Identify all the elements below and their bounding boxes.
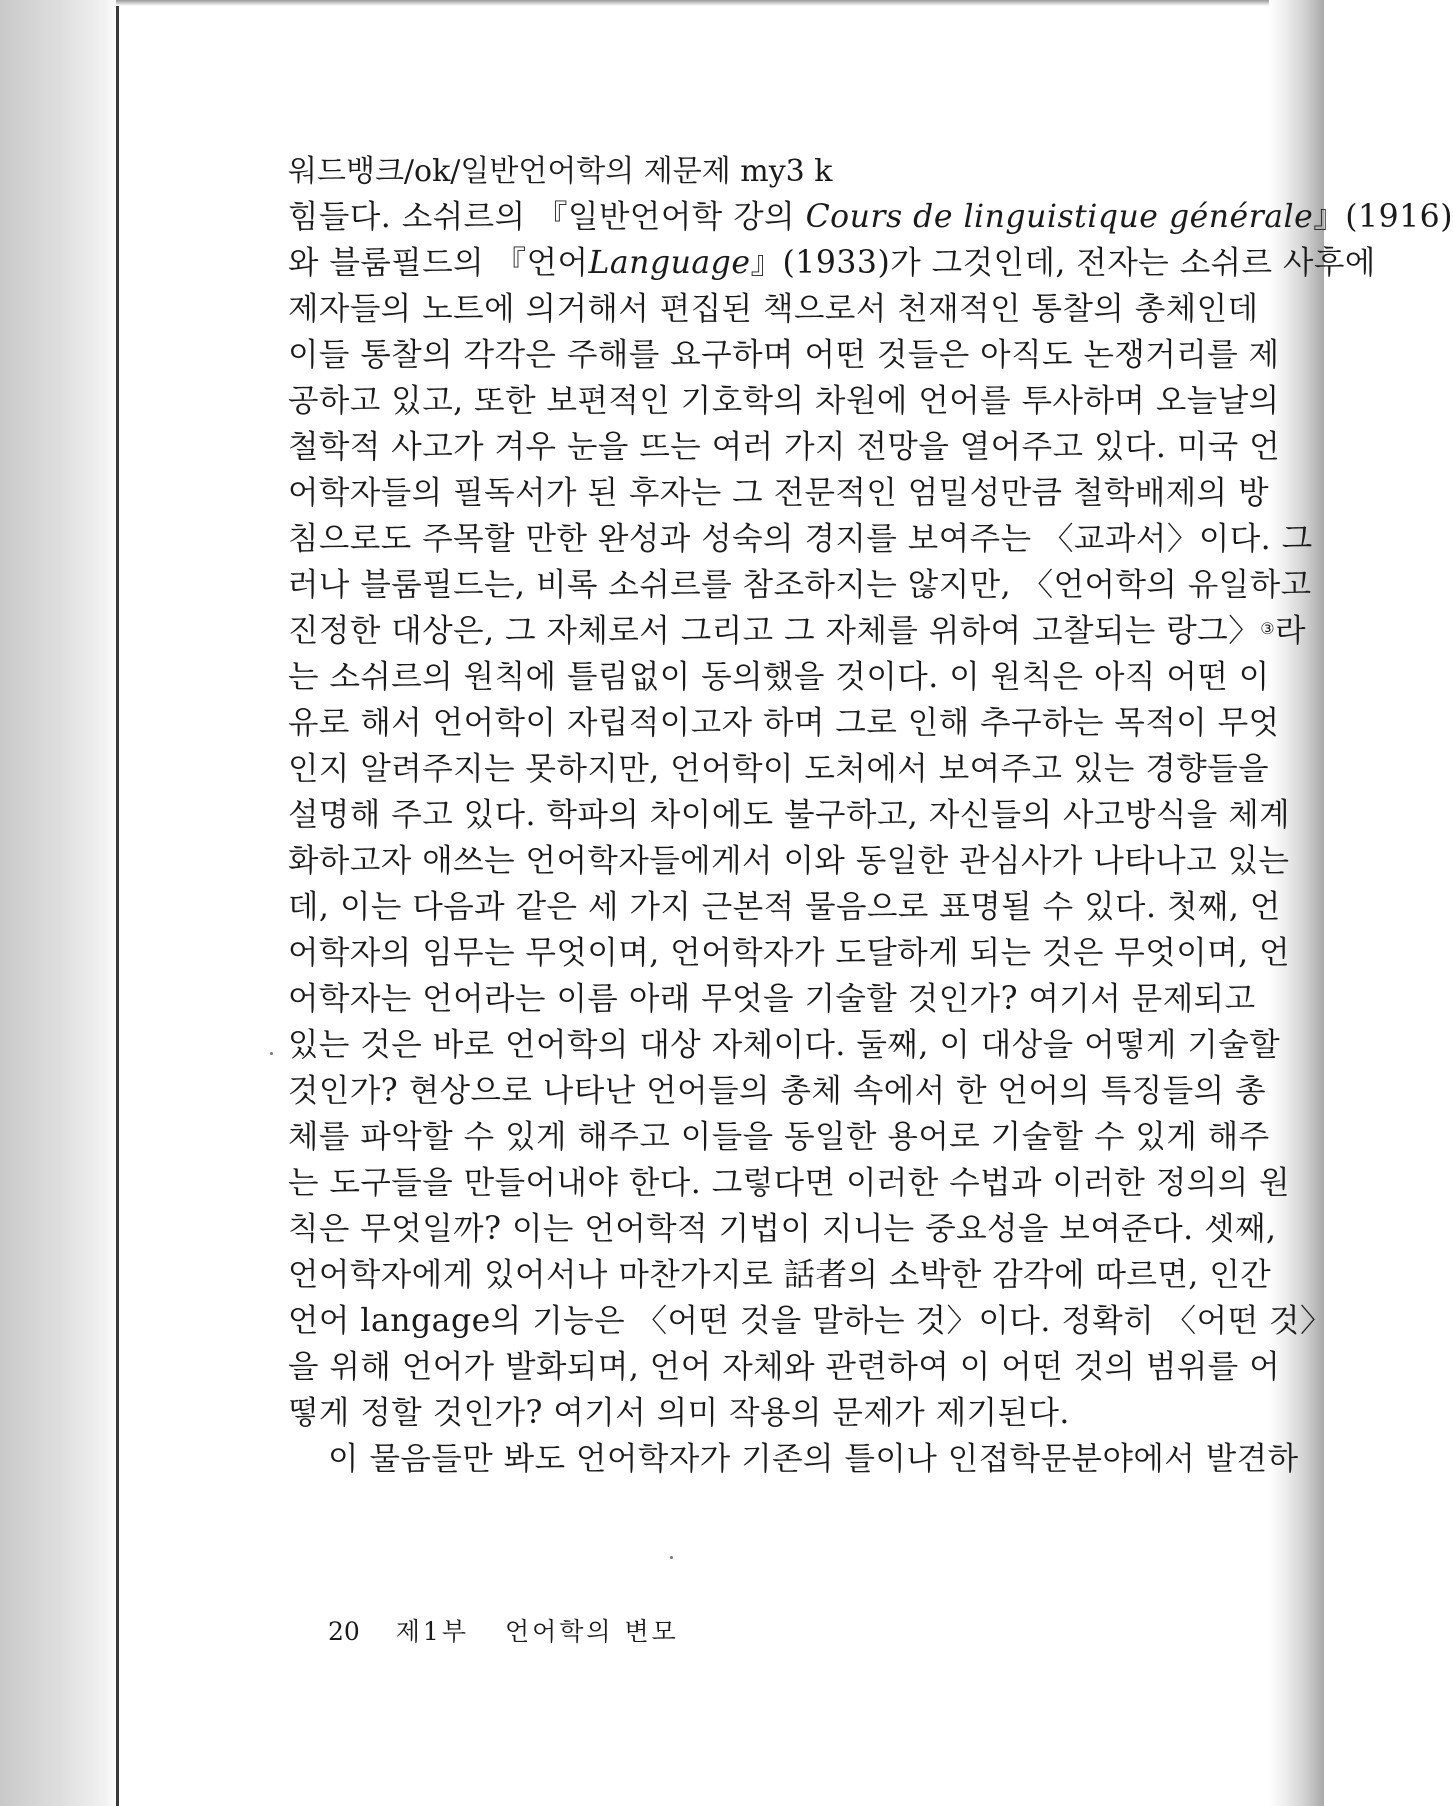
- text-line: 는 도구들을 만들어내야 한다. 그렇다면 이러한 수법과 이러한 정의의 원: [288, 1165, 1291, 1201]
- text-line: 이들 통찰의 각각은 주해를 요구하며 어떤 것들은 아직도 논쟁거리를 제: [288, 337, 1280, 373]
- text-line: 어학자는 언어라는 이름 아래 무엇을 기술할 것인가? 여기서 문제되고: [288, 981, 1256, 1017]
- text-line: 설명해 주고 있다. 학파의 차이에도 불구하고, 자신들의 사고방식을 체계: [288, 797, 1291, 833]
- page-edge-left: [116, 0, 119, 1806]
- footnote-marker: ③: [1260, 619, 1276, 638]
- text-line: 있는 것은 바로 언어학의 대상 자체이다. 둘째, 이 대상을 어떻게 기술할: [288, 1027, 1281, 1063]
- scan-speck: [270, 1052, 273, 1055]
- text-line: 진정한 대상은, 그 자체로서 그리고 그 자체를 위하여 고찰되는 랑그〉③라: [288, 613, 1306, 649]
- text-line: 공하고 있고, 또한 보편적인 기호학의 차원에 언어를 투사하며 오늘날의: [288, 383, 1280, 419]
- body-text: [288, 194, 1453, 1482]
- text-line: 칙은 무엇일까? 이는 언어학적 기법이 지니는 중요성을 보여준다. 셋째,: [288, 1211, 1277, 1247]
- header-note: 워드뱅크/ok/일반언어학의 제문제 my3 k: [288, 154, 833, 189]
- italic-title: Cours de linguistique générale: [805, 199, 1314, 235]
- text-line: 언어 langage의 기능은 〈어떤 것을 말하는 것〉이다. 정확히 〈어떤 것〉: [288, 1303, 1332, 1339]
- text-line: 어학자의 임무는 무엇이며, 언어학자가 도달하게 되는 것은 무엇이며, 언: [288, 935, 1291, 971]
- text-line: 데, 이는 다음과 같은 세 가지 근본적 물음으로 표명될 수 있다. 첫째, 언: [288, 889, 1281, 925]
- text-line: 을 위해 언어가 발화되며, 언어 자체와 관련하여 이 어떤 것의 범위를 어: [288, 1349, 1281, 1385]
- text-line: 것인가? 현상으로 나타난 언어들의 총체 속에서 한 언어의 특징들의 총: [288, 1073, 1267, 1109]
- text-line: 힘들다. 소쉬르의 『일반언어학 강의 Cours de linguistique générale』(1916): [288, 199, 1453, 235]
- text-line: 화하고자 애쓰는 언어학자들에게서 이와 동일한 관심사가 나타나고 있는: [288, 843, 1290, 879]
- scan-speck: [670, 1556, 673, 1559]
- text-line: 인지 알려주지는 못하지만, 언어학이 도처에서 보여주고 있는 경향들을: [288, 751, 1270, 787]
- text-line: 철학적 사고가 겨우 눈을 뜨는 여러 가지 전망을 열어주고 있다. 미국 언: [288, 429, 1281, 465]
- page-edge-top: [116, 0, 1284, 6]
- text-line: 체를 파악할 수 있게 해주고 이들을 동일한 용어로 기술할 수 있게 해주: [288, 1119, 1270, 1155]
- page-footer: [328, 1612, 679, 1648]
- text-line: 유로 해서 언어학이 자립적이고자 하며 그로 인해 추구하는 목적이 무엇: [288, 705, 1280, 741]
- text-line: 는 소쉬르의 원칙에 틀림없이 동의했을 것이다. 이 원칙은 아직 어떤 이: [288, 659, 1270, 695]
- text-line: 러나 블룸필드는, 비록 소쉬르를 참조하지는 않지만, 〈언어학의 유일하고: [288, 567, 1312, 603]
- text-line: 제자들의 노트에 의거해서 편집된 책으로서 천재적인 통찰의 총체인데: [288, 291, 1259, 327]
- text-line: 언어학자에게 있어서나 마찬가지로 話者의 소박한 감각에 따르면, 인간: [288, 1257, 1272, 1293]
- part-title: 언어학의 변모: [504, 1617, 679, 1646]
- page-shadow-left: [0, 0, 118, 1806]
- text-line: 어학자들의 필독서가 된 후자는 그 전문적인 엄밀성만큼 철학배제의 방: [288, 475, 1270, 511]
- italic-title: Language: [588, 245, 751, 281]
- text-line: 와 블룸필드의 『언어Language』(1933)가 그것인데, 전자는 소쉬르 사후에: [288, 245, 1376, 281]
- part-label: 제1부: [395, 1617, 469, 1646]
- text-line: 침으로도 주목할 만한 완성과 성숙의 경지를 보여주는 〈교과서〉이다. 그: [288, 521, 1313, 557]
- text-line: 이 물음들만 봐도 언어학자가 기존의 틀이나 인접학문분야에서 발견하: [328, 1441, 1299, 1477]
- text-line: 떻게 정할 것인가? 여기서 의미 작용의 문제가 제기된다.: [288, 1395, 1070, 1431]
- page-content: [288, 150, 1453, 1482]
- page-number: 20: [328, 1617, 360, 1646]
